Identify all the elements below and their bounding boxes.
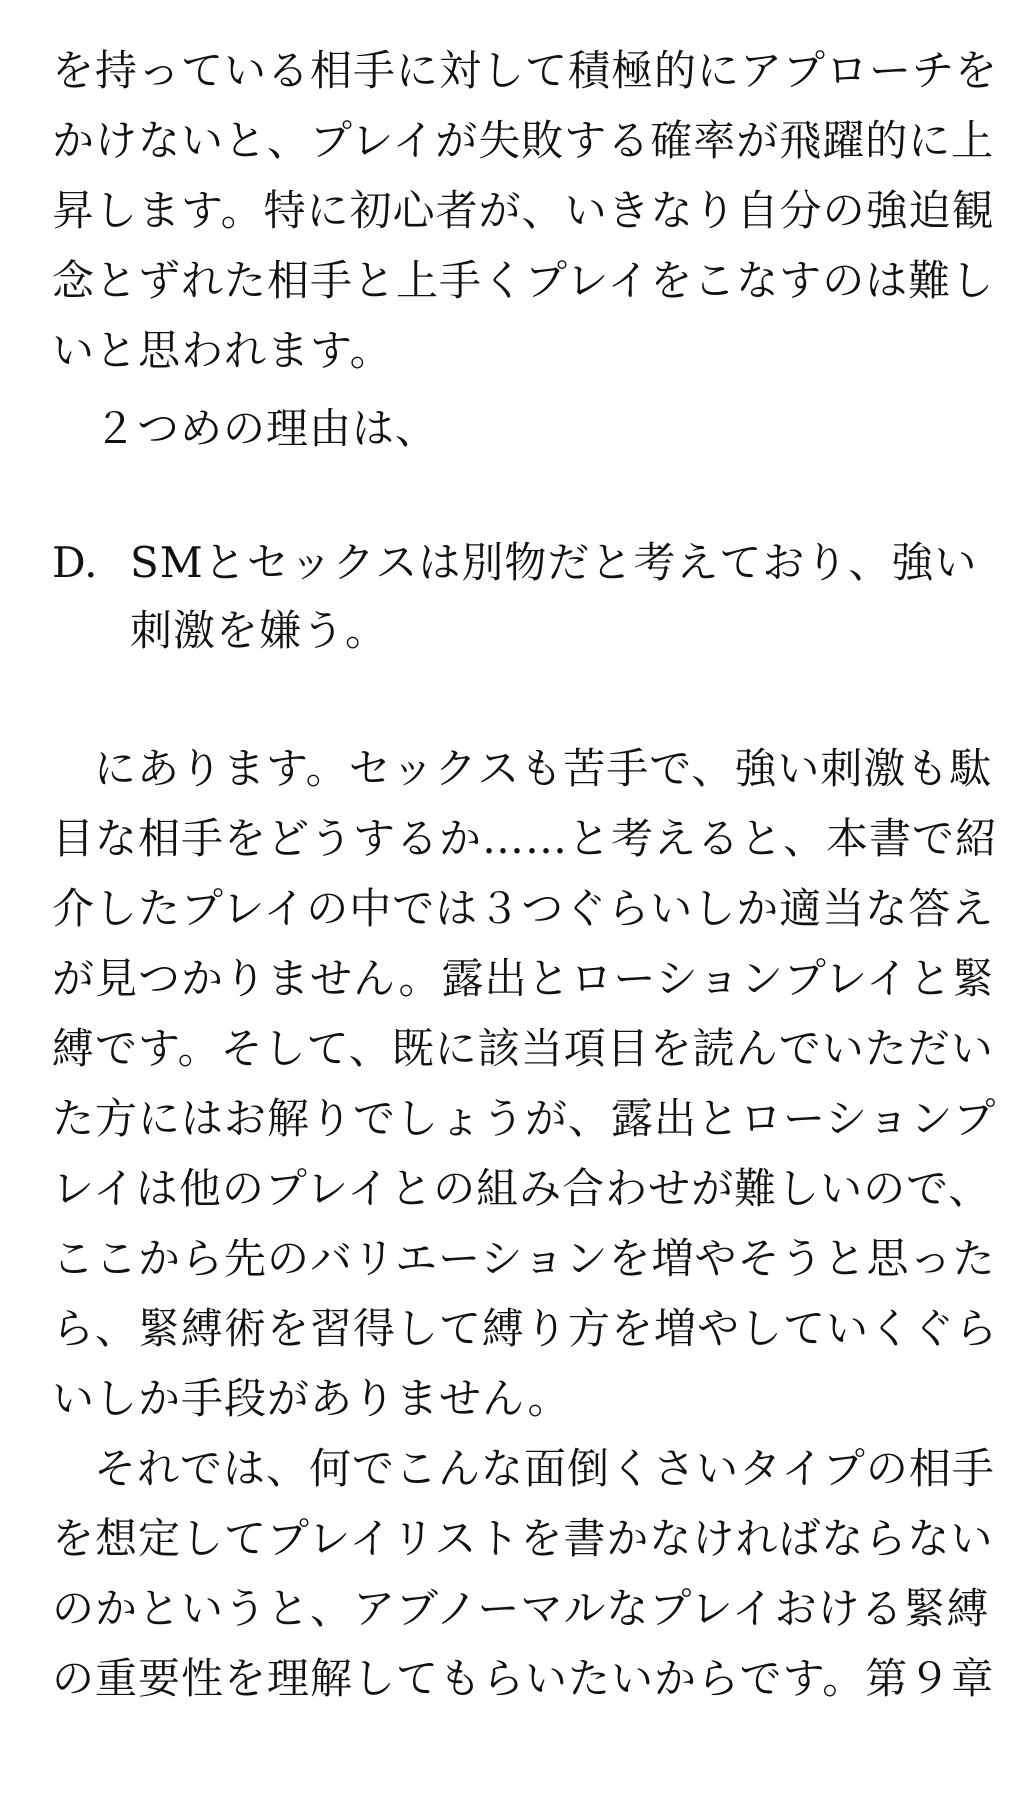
- paragraph-4-line-2: を想定してプレイリストを書かなければならない: [52, 1514, 994, 1563]
- paragraph-1-line-5: いと思われます。: [52, 326, 393, 375]
- paragraph-4-line-4: の重要性を理解してもらいたいからです。第９章: [52, 1654, 995, 1703]
- paragraph-3-line-8: ここから先のバリエーションを増やそうと思った: [52, 1234, 996, 1283]
- paragraph-3-line-9: ら、緊縛術を習得して縛り方を増やしていくぐら: [52, 1304, 999, 1353]
- paragraph-3-line-7: レイは他のプレイとの組み合わせが難しいので、: [52, 1164, 992, 1213]
- paragraph-2-line-1: ２つめの理由は、: [94, 404, 439, 453]
- paragraph-4-line-3: のかというと、アブノーマルなプレイおける緊縛: [52, 1584, 990, 1633]
- paragraph-3-line-1: にあります。セックスも苦手で、強い刺激も駄: [94, 744, 993, 793]
- paragraph-1-line-2: かけないと、プレイが失敗する確率が飛躍的に上: [52, 116, 995, 165]
- paragraph-3-line-5: 縛です。そして、既に該当項目を読んでいただい: [52, 1024, 994, 1073]
- paragraph-3-line-10: いしか手段がありません。: [52, 1374, 571, 1423]
- paragraph-3-line-6: た方にはお解りでしょうが、露出とローションプ: [52, 1094, 997, 1143]
- paragraph-1-line-1: を持っている相手に対して積極的にアプローチを: [52, 46, 999, 95]
- list-item-line-1: SMとセックスは別物だと考えており、強い: [130, 538, 978, 587]
- paragraph-1-line-4: 念とずれた相手と上手くプレイをこなすのは難し: [52, 256, 995, 305]
- list-item-line-2: 刺激を嫌う。: [130, 606, 389, 655]
- paragraph-3-line-4: が見つかりません。露出とローションプレイと緊: [52, 954, 996, 1003]
- list-item-label: D.: [52, 538, 98, 587]
- paragraph-3-line-2: 目な相手をどうするか……と考えると、本書で紹: [52, 814, 999, 863]
- paragraph-3-line-3: 介したプレイの中では３つぐらいしか適当な答え: [52, 884, 995, 933]
- paragraph-1-line-3: 昇します。特に初心者が、いきなり自分の強迫観: [52, 186, 995, 235]
- paragraph-4-line-1: それでは、何でこんな面倒くさいタイプの相手: [94, 1444, 995, 1493]
